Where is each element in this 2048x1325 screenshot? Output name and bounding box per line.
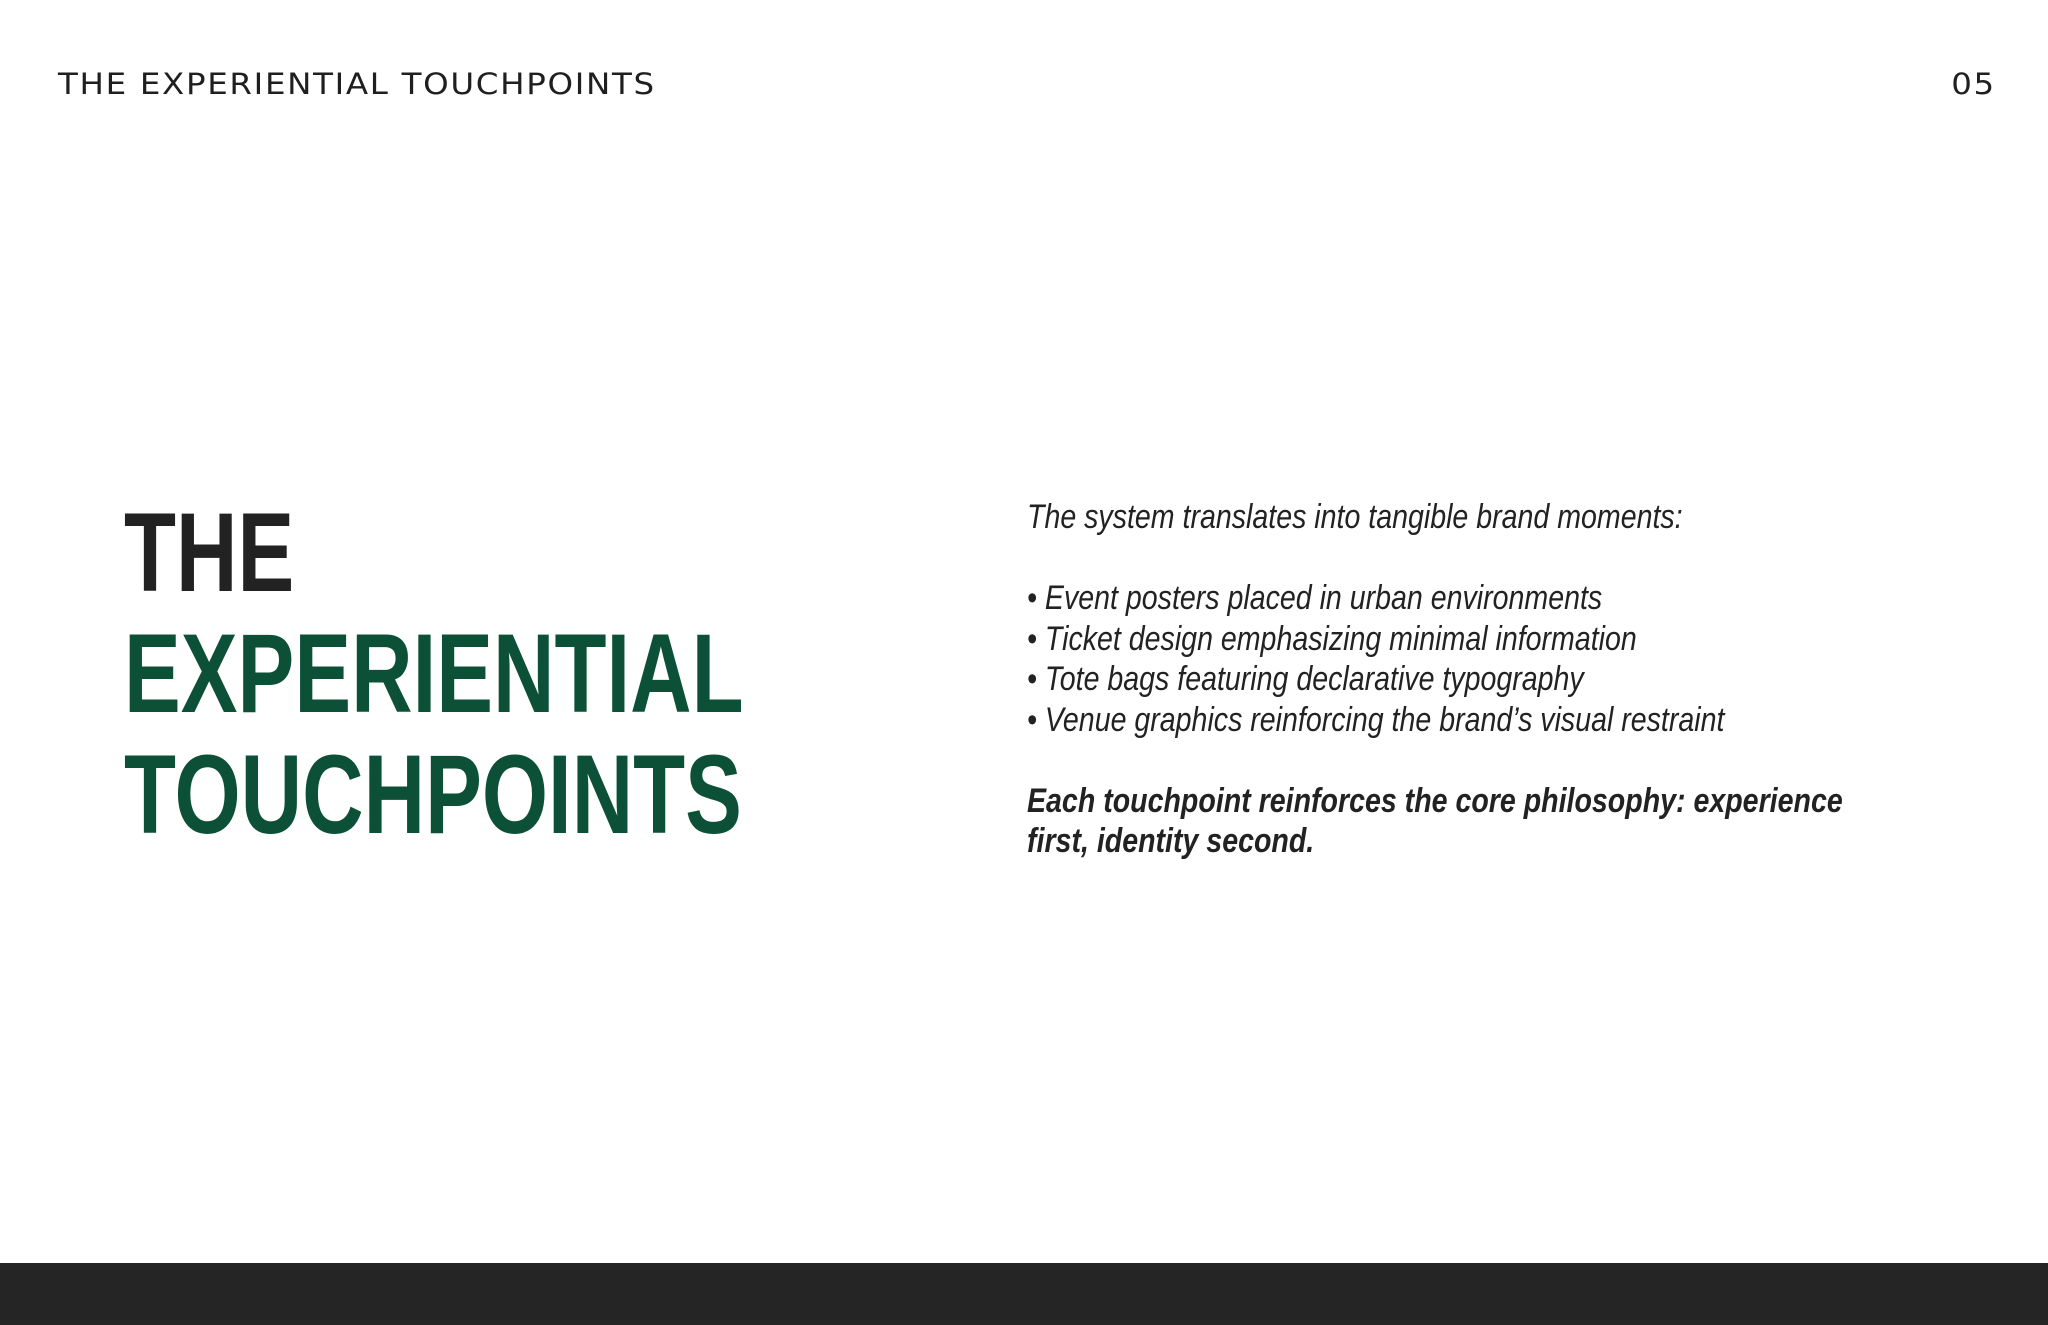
body-copy: [1027, 497, 1867, 862]
heading-line-1: THE: [124, 490, 295, 615]
list-item: • Event posters placed in urban environments: [1027, 579, 1603, 617]
touchpoint-list: [1027, 578, 1867, 740]
main-heading: [124, 492, 744, 855]
list-item: • Tote bags featuring declarative typography: [1027, 660, 1584, 698]
section-title: THE EXPERIENTIAL TOUCHPOINTS: [58, 67, 656, 101]
closing-statement: Each touchpoint reinforces the core philosophy: experience first, identity second.: [1027, 781, 1843, 860]
footer-bar: [0, 1263, 2048, 1325]
list-item: • Venue graphics reinforcing the brand’s visual restraint: [1027, 700, 1725, 739]
list-item: • Ticket design emphasizing minimal information: [1027, 619, 1637, 658]
intro-text: The system translates into tangible brand moments:: [1027, 498, 1683, 536]
page-number: 05: [1951, 67, 1996, 101]
heading-line-2: EXPERIENTIAL: [124, 611, 744, 736]
heading-line-3: TOUCHPOINTS: [124, 732, 742, 857]
